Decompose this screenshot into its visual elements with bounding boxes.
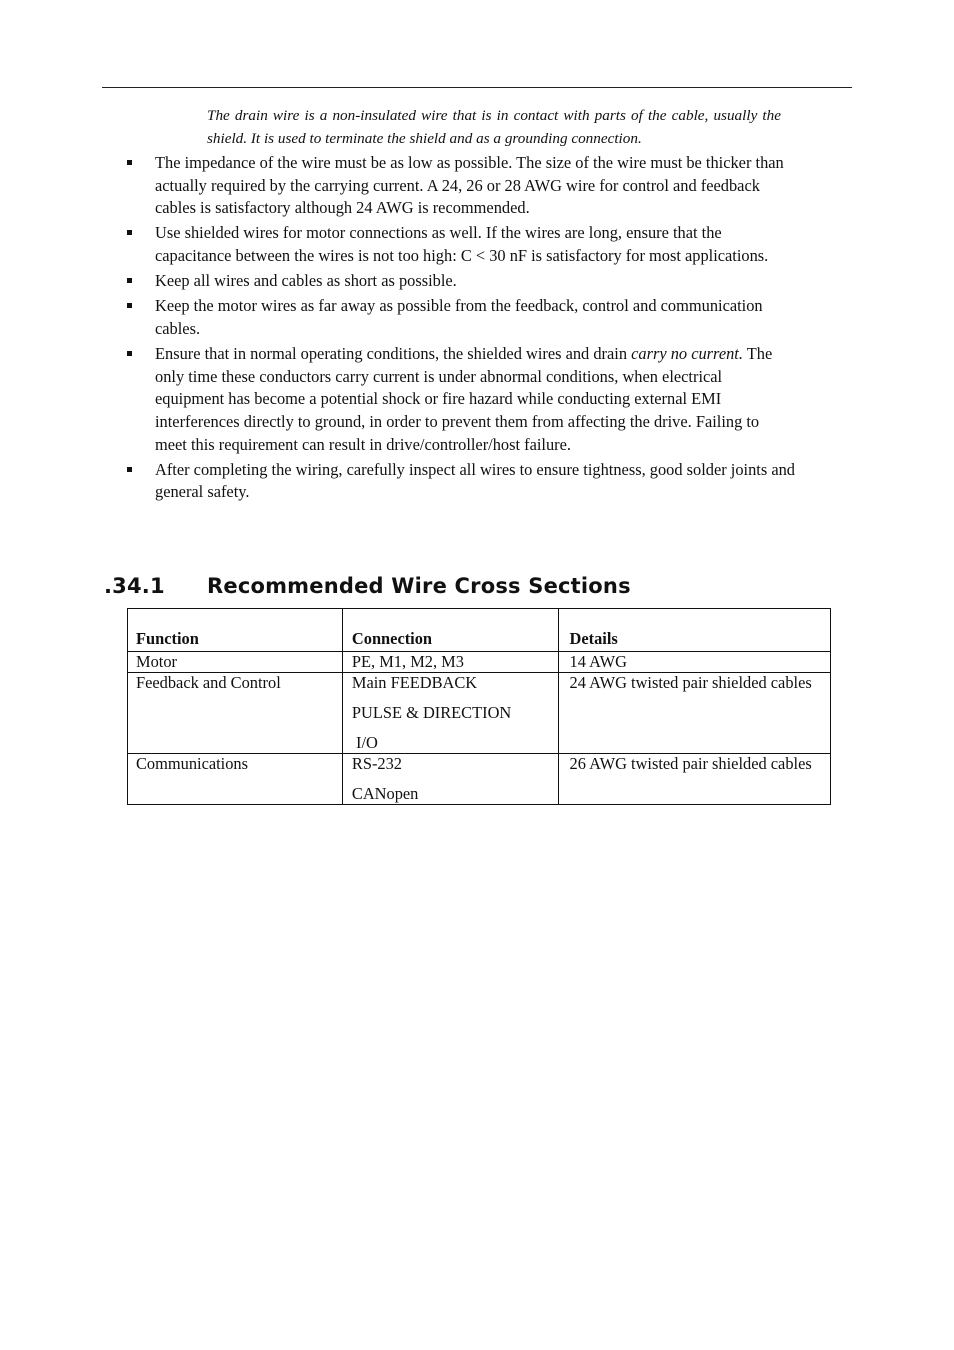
section-number: .34.1 xyxy=(104,574,165,598)
column-header-connection: Connection xyxy=(342,609,558,652)
section-title: Recommended Wire Cross Sections xyxy=(207,574,631,598)
list-item-text-before: Ensure that in normal operating conditions, the shielded wires and drain xyxy=(155,344,632,364)
table-row xyxy=(128,673,831,754)
header-rule xyxy=(102,87,852,88)
section-heading xyxy=(104,574,631,598)
drain-wire-note: The drain wire is a non-insulated wire that is in contact with parts of the cable, usually the shield. It is used to terminate the shield and as a grounding connection. xyxy=(207,107,781,147)
table-row xyxy=(128,754,831,805)
square-bullet-icon xyxy=(127,230,132,235)
connection-line: PE, M1, M2, M3 xyxy=(351,652,464,671)
list-item-text: Keep the motor wires as far away as possible from the feedback, control and communication cables. xyxy=(155,296,763,338)
square-bullet-icon xyxy=(127,278,132,283)
table-header-row xyxy=(128,609,831,652)
table-cell-function: Communications xyxy=(128,754,343,805)
connection-line: CANopen xyxy=(351,784,419,803)
list-item xyxy=(0,152,795,220)
list-item-text: Use shielded wires for motor connections as well. If the wires are long, ensure that the capacitance between the wires is not too high: C < 30 nF is satisfactory for most applications. xyxy=(155,223,769,265)
column-header-details: Details xyxy=(558,609,830,652)
connection-line: RS-232 xyxy=(351,754,402,773)
table-cell-details: 24 AWG twisted pair shielded cables xyxy=(558,673,830,754)
square-bullet-icon xyxy=(127,303,132,308)
list-item xyxy=(0,222,795,267)
list-item-text: After completing the wiring, carefully inspect all wires to ensure tightness, good solder joints and general safety. xyxy=(155,459,795,502)
table-cell-function: Feedback and Control xyxy=(128,673,343,754)
table-cell-connection xyxy=(342,673,558,754)
connection-line: I/O xyxy=(351,733,378,752)
square-bullet-icon xyxy=(127,160,132,165)
list-item-text: Keep all wires and cables as short as possible. xyxy=(155,271,457,291)
table-cell-connection xyxy=(342,652,558,673)
square-bullet-icon xyxy=(127,351,132,356)
square-bullet-icon xyxy=(127,467,132,472)
column-header-function: Function xyxy=(128,609,343,652)
list-item xyxy=(0,343,795,456)
wiring-guidelines-list xyxy=(0,152,954,506)
wire-cross-section-table xyxy=(127,608,831,805)
list-item-text-after: The only time these conductors carry current is under abnormal conditions, when electrical equipment has become a potential shock or fire hazard while conducting external EMI interferences directly to ground, in order to prevent them from affecting the drive. Failing to meet this requirement can result in drive/controller/host failure. xyxy=(155,344,773,454)
table-cell-connection xyxy=(342,754,558,805)
table-cell-function: Motor xyxy=(128,652,343,673)
list-item xyxy=(0,295,795,340)
connection-line: Main FEEDBACK xyxy=(351,673,478,692)
table-cell-details: 26 AWG twisted pair shielded cables xyxy=(558,754,830,805)
list-item-emphasis: carry no current. xyxy=(631,344,743,364)
table-row xyxy=(128,652,831,673)
table-cell-details: 14 AWG xyxy=(558,652,830,673)
list-item xyxy=(0,270,795,293)
list-item xyxy=(0,459,795,504)
list-item-text: The impedance of the wire must be as low as possible. The size of the wire must be thicker than actually required by the carrying current. A 24, 26 or 28 AWG wire for control and feedback cables is satisfactory although 24 AWG is recommended. xyxy=(155,153,784,218)
connection-line: PULSE & DIRECTION xyxy=(351,703,512,722)
